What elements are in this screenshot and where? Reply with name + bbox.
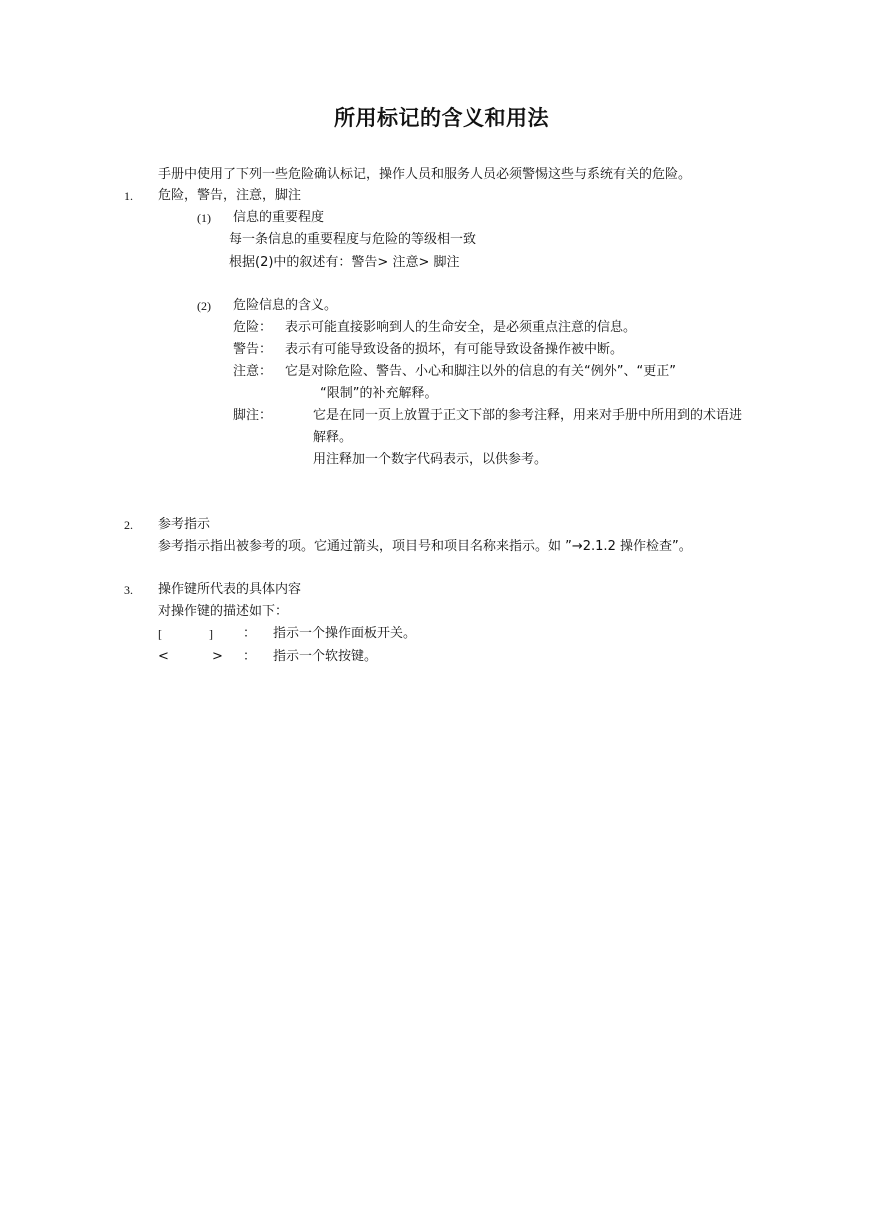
section-2-number: 2. <box>124 518 133 532</box>
subsection-1-heading: 信息的重要程度 <box>233 210 325 225</box>
danger-description: 表示可能直接影响到人的生命安全，是必须重点注意的信息。 <box>285 320 637 335</box>
warning-term: 警告： <box>233 342 273 357</box>
caution-term: 注意： <box>233 364 273 379</box>
footnote-description-line-3: 用注释加一个数字代码表示，以供参考。 <box>313 452 548 467</box>
danger-term: 危险： <box>233 320 273 335</box>
section-1-number: 1. <box>124 189 133 203</box>
section-2-text: 参考指示指出被参考的项。它通过箭头，项目号和项目名称来指示。如 ”→2.1.2 操作检查”。 <box>158 539 692 554</box>
footnote-description-line-1: 它是在同一页上放置于正文下部的参考注释，用来对手册中所用到的术语进 <box>313 408 743 423</box>
key-2-close-angle: > <box>212 649 223 664</box>
caution-description-line-2: “限制”的补充解释。 <box>320 386 438 401</box>
footnote-term: 脚注： <box>233 408 273 423</box>
key-1-description: 指示一个操作面板开关。 <box>273 626 417 641</box>
section-3-number: 3. <box>124 583 133 597</box>
section-3-description: 对操作键的描述如下： <box>158 604 289 619</box>
caution-description-line-1: 它是对除危险、警告、小心和脚注以外的信息的有关“例外”、“更正” <box>285 364 676 379</box>
key-2-description: 指示一个软按键。 <box>273 649 378 664</box>
section-2-heading: 参考指示 <box>158 517 211 532</box>
key-1-close-bracket: ] <box>209 627 213 641</box>
intro-paragraph: 手册中使用了下列一些危险确认标记，操作人员和服务人员必须警惕这些与系统有关的危险。 <box>158 167 692 182</box>
key-1-open-bracket: [ <box>158 627 162 641</box>
key-2-open-angle: < <box>158 649 169 664</box>
section-3-heading: 操作键所代表的具体内容 <box>158 582 302 597</box>
subsection-1-line-1: 每一条信息的重要程度与危险的等级相一致 <box>229 232 477 247</box>
key-1-colon: ： <box>243 626 257 641</box>
footnote-description-line-2: 解释。 <box>313 430 353 445</box>
section-1-heading: 危险，警告，注意，脚注 <box>158 188 302 203</box>
subsection-2-heading: 危险信息的含义。 <box>233 298 338 313</box>
subsection-2-number: (2) <box>197 299 211 313</box>
page-title: 所用标记的含义和用法 <box>334 106 549 130</box>
warning-description: 表示有可能导致设备的损坏，有可能导致设备操作被中断。 <box>285 342 624 357</box>
subsection-1-number: (1) <box>197 211 211 225</box>
key-2-colon: ： <box>243 649 257 664</box>
subsection-1-line-2: 根据(2)中的叙述有：警告> 注意> 脚注 <box>229 255 460 270</box>
